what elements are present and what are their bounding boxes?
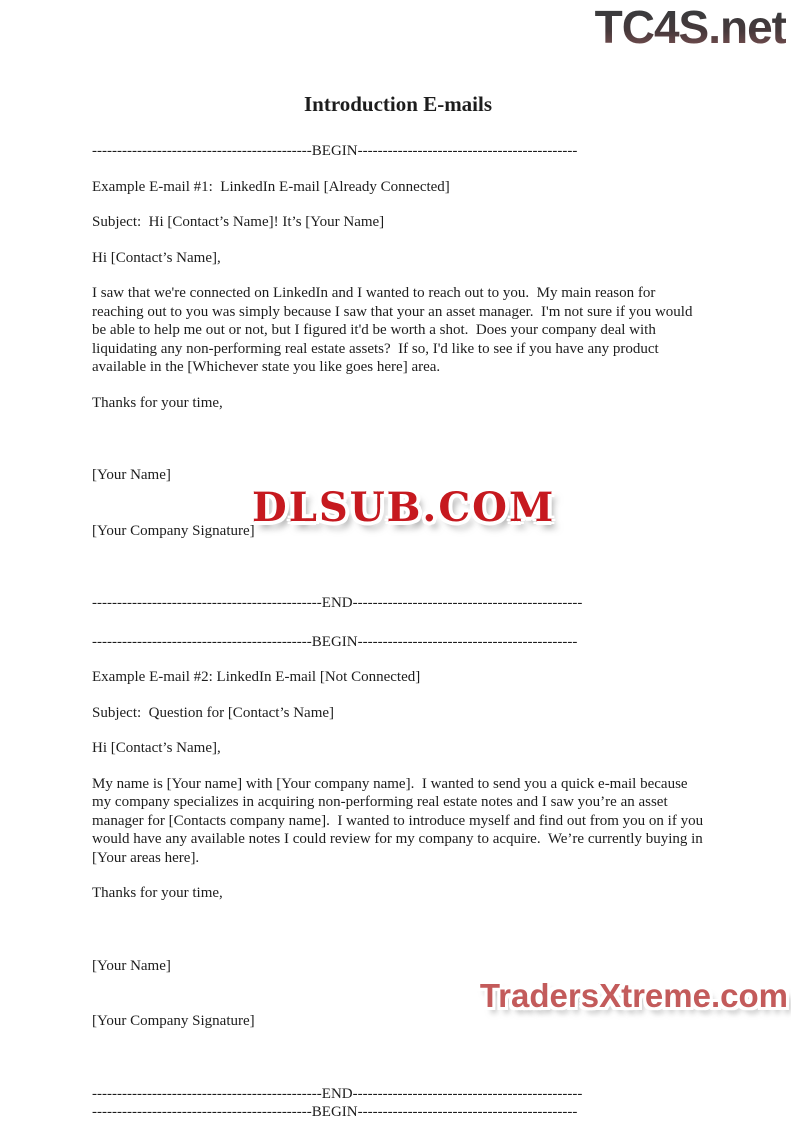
- signature-company-line: [Your Company Signature]: [92, 1013, 255, 1029]
- document-content: [92, 92, 707, 1122]
- signature-company-line: [Your Company Signature]: [92, 522, 255, 539]
- begin-divider-1: --------------------------------------------BEGIN--------------------------------------------: [92, 143, 578, 159]
- signature-name-line: [Your Name]: [92, 467, 171, 483]
- email-2-closing: Thanks for your time,: [92, 885, 223, 901]
- tc4s-logo-watermark: TC4S.net: [594, 1, 786, 53]
- page-title: Introduction E-mails: [303, 92, 493, 116]
- email-1-closing: Thanks for your time,: [92, 394, 223, 411]
- email-2-greeting: Hi [Contact’s Name],: [92, 740, 221, 756]
- signature-name-line: [Your Name]: [92, 957, 171, 974]
- dlsub-watermark: DLSUB.COM: [252, 484, 556, 531]
- email-1-greeting: Hi [Contact’s Name],: [92, 249, 221, 266]
- tradersxtreme-watermark: TradersXtreme.com: [479, 977, 788, 1014]
- end-divider-2: ----------------------------------------------END----------------------------------------------: [92, 1085, 583, 1102]
- email-2-body: My name is [Your name] with [Your company name]. I wanted to send you a quick e-mail because my company specializes in acquiring non-performing real estate notes and I saw you’re an asset manager for [Contacts company name]. I wanted to introduce myself and find out from you on if you would have any available notes I could review for my company to acquire. We’re currently buying in [Your areas here].: [92, 775, 707, 866]
- begin-divider-2: --------------------------------------------BEGIN--------------------------------------------: [92, 633, 578, 650]
- email-1-heading: Example E-mail #1: LinkedIn E-mail [Already Connected]: [92, 178, 450, 195]
- begin-divider-3: --------------------------------------------BEGIN--------------------------------------------: [92, 1104, 578, 1120]
- end-divider-1: ----------------------------------------------END----------------------------------------------: [92, 595, 583, 611]
- email-2-heading: Example E-mail #2: LinkedIn E-mail [Not Connected]: [92, 669, 421, 685]
- email-1-body: I saw that we're connected on LinkedIn and I wanted to reach out to you. My main reason for reaching out to you was simply because I saw that your an asset manager. I'm not sure if you would be able to help me out or not, but I figured it'd be worth a shot. Does your company deal with liquidating any non-performing real estate assets? If so, I'd like to see if you have any product available in the [Whichever state you like goes here] area.: [92, 285, 697, 375]
- email-1-subject: Subject: Hi [Contact’s Name]! It’s [Your Name]: [92, 214, 385, 230]
- email-2-subject: Subject: Question for [Contact’s Name]: [92, 704, 335, 721]
